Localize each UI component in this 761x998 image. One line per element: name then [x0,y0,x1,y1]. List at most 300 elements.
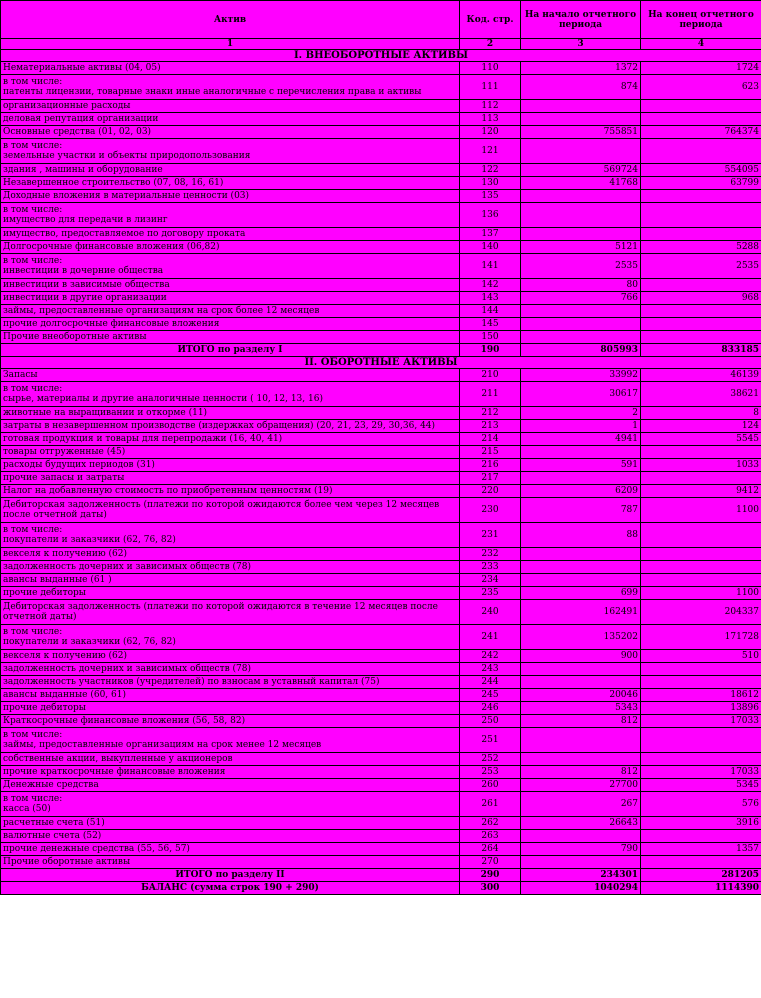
column-number: 2 [460,39,521,50]
row-code: 211 [460,382,521,407]
row-code: 262 [460,817,521,830]
row-label [1,203,460,228]
value-begin [521,574,641,587]
value-end [641,190,761,203]
table-row [1,369,761,382]
value-end [641,228,761,241]
value-begin: 874 [521,75,641,100]
row-label-line: готовая продукция и товары для перепродажи (16, 40, 41) [3,434,283,444]
value-end: 1100 [641,498,761,523]
row-label-line: собственные акции, выкупленные у акционеров [3,754,233,764]
value-begin [521,305,641,318]
value-begin: 5121 [521,241,641,254]
row-code: 130 [460,177,521,190]
value-begin: 26643 [521,817,641,830]
row-label [1,753,460,766]
row-label [1,139,460,164]
row-label-line: инвестиции в другие организации [3,293,167,303]
row-code: 243 [460,663,521,676]
row-label-line: в том числе: [3,627,63,637]
row-label-line: Дебиторская задолженность (платежи по которой ожидаются в течение 12 месяцев после [3,602,438,612]
header-period-begin: На начало отчетного периода [521,1,641,39]
value-begin: 699 [521,587,641,600]
row-code: 246 [460,702,521,715]
column-number: 3 [521,39,641,50]
row-code: 240 [460,600,521,625]
value-begin [521,472,641,485]
row-label-line: инвестиции в зависимые общества [3,280,170,290]
value-end [641,753,761,766]
row-code: 260 [460,779,521,792]
value-begin [521,676,641,689]
total-end: 833185 [641,344,761,357]
row-label-line: имущество для передачи в лизинг [3,215,168,225]
total-code: 300 [460,882,521,895]
row-label-line: патенты лицензии, товарные знаки иные аналогичные с перечисления права и активы [3,87,422,97]
value-begin: 30617 [521,382,641,407]
row-code: 213 [460,420,521,433]
value-end: 623 [641,75,761,100]
column-number: 4 [641,39,761,50]
table-row [1,62,761,75]
row-label [1,779,460,792]
row-label [1,523,460,548]
row-code: 143 [460,292,521,305]
row-label-line: покупатели и заказчики (62, 76, 82) [3,637,176,647]
row-label-line: имущество, предоставляемое по договору проката [3,229,246,239]
value-begin [521,203,641,228]
value-begin: 267 [521,792,641,817]
row-code: 135 [460,190,521,203]
value-end: 576 [641,792,761,817]
total-code: 290 [460,869,521,882]
row-label-line: авансы выданные (61 ) [3,575,112,585]
table-row [1,548,761,561]
table-row [1,600,761,625]
row-code: 251 [460,728,521,753]
row-code: 111 [460,75,521,100]
column-number: 1 [1,39,460,50]
table-row [1,574,761,587]
row-label-line: Доходные вложения в материальные ценности (03) [3,191,250,201]
row-label-line: Краткосрочные финансовые вложения (56, 58, 82) [3,716,246,726]
row-label [1,113,460,126]
row-code: 231 [460,523,521,548]
value-begin [521,663,641,676]
value-end [641,856,761,869]
table-row [1,75,761,100]
value-begin [521,113,641,126]
row-code: 263 [460,830,521,843]
table-row [1,561,761,574]
row-label [1,561,460,574]
row-label [1,843,460,856]
table-row [1,753,761,766]
value-begin: 20046 [521,689,641,702]
row-label-line: Незавершенное строительство (07, 08, 16, 61) [3,178,224,188]
row-label-line: прочие долгосрочные финансовые вложения [3,319,220,329]
row-label-line: Нематериальные активы (04, 05) [3,63,161,73]
table-row [1,689,761,702]
table-row [1,779,761,792]
value-end: 38621 [641,382,761,407]
value-end: 17033 [641,766,761,779]
value-end [641,561,761,574]
row-label [1,600,460,625]
value-end [641,663,761,676]
table-row [1,650,761,663]
table-row [1,715,761,728]
row-label-line: в том числе: [3,205,63,215]
row-label [1,420,460,433]
value-begin [521,753,641,766]
row-label-line: прочие дебиторы [3,703,86,713]
row-label [1,650,460,663]
row-code: 110 [460,62,521,75]
row-code: 212 [460,407,521,420]
row-label-line: задолженность дочерних и зависимых обществ (78) [3,664,251,674]
row-label [1,190,460,203]
row-code: 234 [460,574,521,587]
value-end: 204337 [641,600,761,625]
row-code: 121 [460,139,521,164]
value-end: 764374 [641,126,761,139]
value-begin: 2 [521,407,641,420]
table-row [1,318,761,331]
row-label-line: прочие запасы и затраты [3,473,125,483]
table-row [1,498,761,523]
header-period-end: На конец отчетного периода [641,1,761,39]
row-label [1,331,460,344]
row-code: 141 [460,254,521,279]
row-label [1,766,460,779]
value-end [641,830,761,843]
row-label-line: займы, предоставленные организациям на срок более 12 месяцев [3,306,320,316]
row-label [1,433,460,446]
table-row [1,843,761,856]
row-code: 241 [460,625,521,650]
value-end [641,113,761,126]
value-begin: 80 [521,279,641,292]
value-begin [521,318,641,331]
row-code: 136 [460,203,521,228]
table-row [1,382,761,407]
table-row [1,190,761,203]
table-row [1,856,761,869]
value-begin: 162491 [521,600,641,625]
value-begin: 1372 [521,62,641,75]
row-code: 252 [460,753,521,766]
table-row [1,472,761,485]
section-title: II. ОБОРОТНЫЕ АКТИВЫ [1,357,761,369]
row-label-line: здания , машины и оборудование [3,165,163,175]
row-label-line: расчетные счета (51) [3,818,105,828]
value-begin: 135202 [521,625,641,650]
table-row [1,164,761,177]
row-code: 113 [460,113,521,126]
value-end [641,523,761,548]
total-begin: 234301 [521,869,641,882]
value-end: 63799 [641,177,761,190]
value-end [641,318,761,331]
row-label [1,62,460,75]
value-begin [521,856,641,869]
total-label: ИТОГО по разделу II [1,869,460,882]
row-label [1,548,460,561]
value-begin: 755851 [521,126,641,139]
value-end: 3916 [641,817,761,830]
row-code: 250 [460,715,521,728]
row-label [1,228,460,241]
value-begin: 591 [521,459,641,472]
section-header-row [1,50,761,62]
value-end: 5288 [641,241,761,254]
table-row [1,587,761,600]
table-row [1,100,761,113]
row-label-line: животные на выращивании и откорме (11) [3,408,208,418]
value-end: 9412 [641,485,761,498]
row-label [1,241,460,254]
table-row [1,817,761,830]
value-end: 1724 [641,62,761,75]
value-begin [521,446,641,459]
value-end: 5345 [641,779,761,792]
value-begin: 33992 [521,369,641,382]
value-end [641,100,761,113]
row-label [1,663,460,676]
row-label-line: в том числе: [3,384,63,394]
row-label [1,574,460,587]
value-end: 1033 [641,459,761,472]
row-code: 210 [460,369,521,382]
total-begin: 1040294 [521,882,641,895]
balance-total-row [1,882,761,895]
value-end: 2535 [641,254,761,279]
table-row [1,446,761,459]
value-end: 968 [641,292,761,305]
value-end [641,548,761,561]
row-label-line: товары отгруженные (45) [3,447,126,457]
table-row [1,728,761,753]
row-label [1,498,460,523]
row-code: 215 [460,446,521,459]
value-end: 17033 [641,715,761,728]
value-end: 510 [641,650,761,663]
section-total-row [1,869,761,882]
value-end [641,279,761,292]
row-label-line: авансы выданные (60, 61) [3,690,126,700]
row-code: 232 [460,548,521,561]
row-code: 261 [460,792,521,817]
value-begin [521,728,641,753]
row-label-line: Налог на добавленную стоимость по приобретенным ценностям (19) [3,486,333,496]
table-row [1,177,761,190]
row-label-line: валютные счета (52) [3,831,102,841]
section-total-row [1,344,761,357]
row-label-line: земельные участки и объекты природопользования [3,151,251,161]
row-label-line: займы, предоставленные организациям на срок менее 12 месяцев [3,740,322,750]
row-label-line: прочие краткосрочные финансовые вложения [3,767,226,777]
row-label [1,446,460,459]
row-label-line: в том числе: [3,141,63,151]
row-label [1,625,460,650]
value-begin [521,190,641,203]
row-code: 120 [460,126,521,139]
row-label [1,587,460,600]
value-end: 5545 [641,433,761,446]
row-code: 216 [460,459,521,472]
value-end: 124 [641,420,761,433]
value-begin: 2535 [521,254,641,279]
row-label-line: задолженность дочерних и зависимых обществ (78) [3,562,251,572]
table-row [1,433,761,446]
table-row [1,766,761,779]
value-begin: 1 [521,420,641,433]
row-label [1,856,460,869]
row-label-line: Долгосрочные финансовые вложения (06,82) [3,242,220,252]
value-begin: 41768 [521,177,641,190]
value-begin: 790 [521,843,641,856]
table-row [1,420,761,433]
value-begin: 4941 [521,433,641,446]
table-row [1,139,761,164]
row-code: 270 [460,856,521,869]
row-label-line: Прочие оборотные активы [3,857,131,867]
value-end: 18612 [641,689,761,702]
total-begin: 805993 [521,344,641,357]
row-label [1,292,460,305]
row-label-line: Денежные средства [3,780,99,790]
section-header-row [1,357,761,369]
row-label [1,177,460,190]
value-end: 46139 [641,369,761,382]
row-label-line: векселя к получению (62) [3,549,128,559]
value-end: 554095 [641,164,761,177]
value-begin: 569724 [521,164,641,177]
value-begin: 812 [521,766,641,779]
row-label [1,702,460,715]
value-begin: 900 [521,650,641,663]
row-label-line: в том числе: [3,794,63,804]
row-code: 137 [460,228,521,241]
table-row [1,523,761,548]
value-end [641,203,761,228]
row-label-line: в том числе: [3,77,63,87]
column-number-row [1,39,761,50]
row-label [1,715,460,728]
value-begin [521,100,641,113]
value-end: 8 [641,407,761,420]
table-row [1,663,761,676]
row-label-line: отчетной даты) [3,612,77,622]
row-label [1,485,460,498]
table-row [1,625,761,650]
row-label-line: инвестиции в дочерние общества [3,266,164,276]
value-end [641,331,761,344]
value-begin: 88 [521,523,641,548]
row-label [1,472,460,485]
row-code: 242 [460,650,521,663]
value-begin [521,331,641,344]
total-end: 281205 [641,869,761,882]
value-begin [521,139,641,164]
value-end: 13896 [641,702,761,715]
row-label [1,75,460,100]
row-label [1,407,460,420]
value-begin [521,228,641,241]
row-code: 264 [460,843,521,856]
table-row [1,241,761,254]
table-row [1,702,761,715]
row-label-line: Прочие внеоборотные активы [3,332,147,342]
row-code: 142 [460,279,521,292]
balance-sheet-body [1,50,761,895]
value-begin [521,830,641,843]
row-code: 145 [460,318,521,331]
header-row [1,1,761,39]
row-code: 220 [460,485,521,498]
value-end [641,728,761,753]
section-title: I. ВНЕОБОРОТНЫЕ АКТИВЫ [1,50,761,62]
table-row [1,203,761,228]
value-end [641,305,761,318]
row-label-line: Дебиторская задолженность (платежи по которой ожидаются более чем через 12 месяцев [3,500,440,510]
row-label-line: прочие дебиторы [3,588,86,598]
value-end: 1100 [641,587,761,600]
table-row [1,331,761,344]
table-row [1,279,761,292]
row-label [1,459,460,472]
row-label [1,279,460,292]
table-row [1,113,761,126]
row-label-line: задолженность участников (учредителей) по взносам в уставный капитал (75) [3,677,380,687]
value-begin: 5343 [521,702,641,715]
value-begin: 6209 [521,485,641,498]
table-row [1,228,761,241]
row-label-line: расходы будущих периодов (31) [3,460,155,470]
header-code: Код. стр. [460,1,521,39]
row-label [1,689,460,702]
row-label-line: в том числе: [3,256,63,266]
row-code: 230 [460,498,521,523]
row-label [1,164,460,177]
row-label-line: векселя к получению (62) [3,651,128,661]
row-code: 122 [460,164,521,177]
total-end: 1114390 [641,882,761,895]
table-row [1,792,761,817]
total-label: БАЛАНС (сумма строк 190 + 290) [1,882,460,895]
row-code: 144 [460,305,521,318]
row-code: 244 [460,676,521,689]
total-code: 190 [460,344,521,357]
row-label [1,100,460,113]
row-label-line: после отчетной даты) [3,510,107,520]
total-label: ИТОГО по разделу I [1,344,460,357]
row-label [1,369,460,382]
table-row [1,126,761,139]
row-label-line: в том числе: [3,525,63,535]
row-code: 214 [460,433,521,446]
value-end [641,472,761,485]
value-begin [521,561,641,574]
table-row [1,292,761,305]
row-label-line: в том числе: [3,730,63,740]
value-begin: 787 [521,498,641,523]
table-row [1,485,761,498]
row-label-line: организационные расходы [3,101,131,111]
value-begin: 766 [521,292,641,305]
value-begin: 812 [521,715,641,728]
